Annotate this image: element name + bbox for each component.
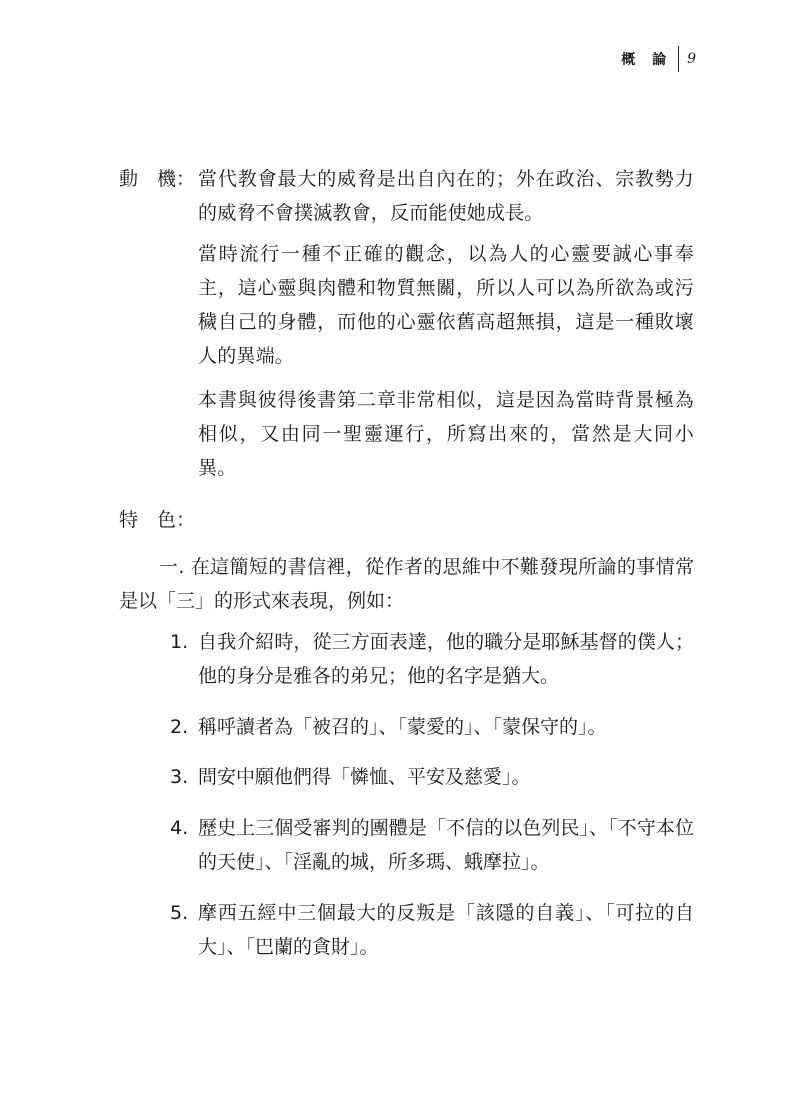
motive-paragraph [198, 162, 694, 230]
list-item-text: 歷史上三個受審判的團體是「不信的以色列民」、「不守本位的天使」、「淫亂的城，所多瑪、蛾摩拉」。 [198, 817, 694, 873]
motive-section [119, 162, 694, 230]
features-label: 特 色： [119, 509, 196, 531]
list-item-number: 5. [170, 902, 189, 924]
motive-paragraph-block [119, 383, 694, 485]
list-item [119, 625, 694, 693]
header-divider [678, 46, 679, 72]
motive-paragraph-block [119, 237, 694, 373]
list-item-text: 問安中願他們得「憐恤、平安及慈愛」。 [198, 766, 531, 788]
list-item [119, 710, 694, 744]
list-item [119, 760, 694, 794]
features-intro-block [119, 550, 694, 618]
list-item-text: 自我介紹時，從三方面表達，他的職分是耶穌基督的僕人；他的身分是雅各的弟兄；他的名字是猶大。 [198, 631, 694, 687]
motive-paragraph-3: 本書與彼得後書第二章非常相似，這是因為當時背景極為相似，又由同一聖靈運行，所寫出來的，當然是大同小異。 [198, 389, 694, 479]
list-item-number: 1. [170, 631, 189, 653]
motive-paragraph-2: 當時流行一種不正確的觀念，以為人的心靈要誠心事奉主，這心靈與肉體和物質無關，所以人可以為所欲為或污穢自己的身體，而他的心靈依舊高超無損，這是一種敗壞人的異端。 [198, 243, 694, 367]
motive-label: 動 機： [119, 168, 196, 190]
motive-paragraph-1: 當代教會最大的威脅是出自內在的；外在政治、宗教勢力的威脅不會撲滅教會，反而能使她成長。 [198, 168, 694, 224]
chapter-title: 概 論 [621, 52, 673, 68]
list-item-text: 摩西五經中三個最大的反叛是「該隱的自義」、「可拉的自大」、「巴蘭的貪財」。 [198, 902, 694, 958]
list-item-number: 4. [170, 817, 189, 839]
page-number: 9 [687, 51, 696, 67]
list-item-number: 3. [170, 766, 189, 788]
running-header [621, 46, 696, 72]
list-item-number: 2. [170, 716, 189, 738]
list-item [119, 811, 694, 879]
list-item-text: 稱呼讀者為「被召的」、「蒙愛的」、「蒙保守的」。 [198, 716, 607, 738]
features-intro: 一. 在這簡短的書信裡，從作者的思維中不難發現所論的事情常是以「三」的形式來表現，例如： [119, 556, 694, 612]
list-item [119, 896, 694, 964]
